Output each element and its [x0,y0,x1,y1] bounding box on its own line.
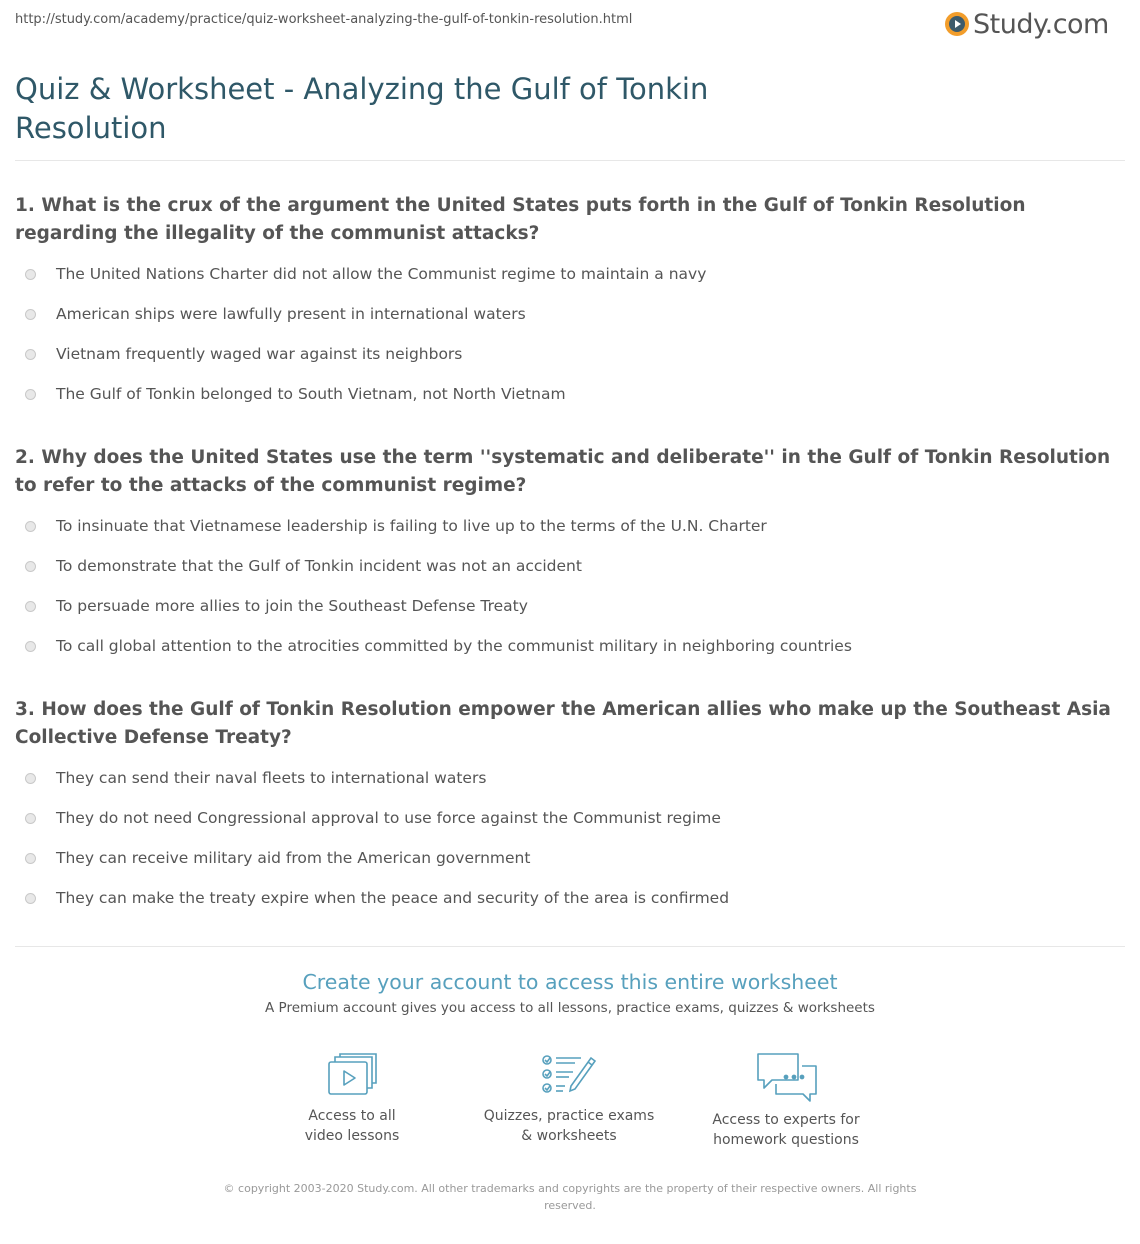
feature-quizzes [469,1052,669,1146]
answer-text: Vietnam frequently waged war against its neighbors [56,345,463,363]
answer-text: They can send their naval fleets to international waters [56,769,487,787]
radio-button[interactable] [25,853,36,864]
answer-option[interactable] [15,557,582,575]
answer-option[interactable] [15,345,462,363]
study-logo[interactable] [944,6,1109,42]
answer-option[interactable] [15,597,528,615]
answer-option[interactable] [15,889,729,907]
answer-text: To demonstrate that the Gulf of Tonkin incident was not an accident [56,557,582,575]
radio-button[interactable] [25,521,36,532]
radio-button[interactable] [25,349,36,360]
radio-button[interactable] [25,309,36,320]
feature-label: video lessons [304,1128,400,1144]
answer-option[interactable] [15,849,530,867]
radio-button[interactable] [25,773,36,784]
question-2 [15,444,1130,655]
title-divider [15,160,1125,161]
answer-text: To call global attention to the atrocities committed by the communist military in neighboring countries [56,637,852,655]
radio-button[interactable] [25,561,36,572]
answer-text: The United Nations Charter did not allow the Communist regime to maintain a navy [56,265,707,283]
answer-text: They do not need Congressional approval to use force against the Communist regime [56,809,721,827]
page-url: http://study.com/academy/practice/quiz-worksheet-analyzing-the-gulf-of-tonkin-resolution.html [15,12,633,27]
answer-option[interactable] [15,769,486,787]
premium-description: A Premium account gives you access to all lessons, practice exams, quizzes & worksheets [265,1000,875,1016]
feature-label: Quizzes, practice exams [483,1108,655,1124]
question-1 [15,192,1130,403]
answer-option[interactable] [15,265,706,283]
create-account-link[interactable]: Create your account to access this entire worksheet [302,970,838,994]
feature-label: Access to experts for [712,1112,860,1128]
question-text: 2. Why does the United States use the term ''systematic and deliberate'' in the Gulf of Tonkin Resolution to refer to the attacks of the communist regime? [15,447,1111,496]
answer-text: American ships were lawfully present in international waters [56,305,526,323]
page-title: Quiz & Worksheet - Analyzing the Gulf of Tonkin Resolution [15,72,709,145]
logo-text: Study.com [973,8,1109,40]
feature-label: homework questions [713,1132,859,1148]
answer-option[interactable] [15,517,767,535]
answer-text: To insinuate that Vietnamese leadership is failing to live up to the terms of the U.N. Charter [56,517,767,535]
radio-button[interactable] [25,893,36,904]
feature-label: Access to all [308,1108,396,1124]
answer-option[interactable] [15,637,852,655]
answer-option[interactable] [15,305,526,323]
radio-button[interactable] [25,389,36,400]
radio-button[interactable] [25,269,36,280]
chat-bubbles-icon [686,1052,886,1102]
quiz-checklist-icon [469,1052,669,1098]
answer-option[interactable] [15,809,721,827]
answer-text: To persuade more allies to join the Southeast Defense Treaty [56,597,528,615]
play-icon [944,11,970,37]
question-3 [15,696,1130,907]
answer-text: The Gulf of Tonkin belonged to South Vietnam, not North Vietnam [56,385,566,403]
video-lessons-icon [252,1052,452,1098]
question-text: 3. How does the Gulf of Tonkin Resolution empower the American allies who make up the Southeast Asia Collective Defense Treaty? [15,699,1111,748]
answer-option[interactable] [15,385,566,403]
section-divider [15,946,1125,947]
answer-text: They can make the treaty expire when the peace and security of the area is confirmed [56,889,730,907]
answer-text: They can receive military aid from the American government [56,849,531,867]
feature-experts [686,1052,886,1150]
radio-button[interactable] [25,813,36,824]
feature-video-lessons [252,1052,452,1146]
question-text: 1. What is the crux of the argument the United States puts forth in the Gulf of Tonkin Resolution regarding the illegality of the communist attacks? [15,195,1026,244]
radio-button[interactable] [25,641,36,652]
copyright-text: © copyright 2003-2020 Study.com. All other trademarks and copyrights are the property of their respective owners. All rights reserved. [223,1182,917,1212]
feature-label: & worksheets [521,1128,617,1144]
radio-button[interactable] [25,601,36,612]
